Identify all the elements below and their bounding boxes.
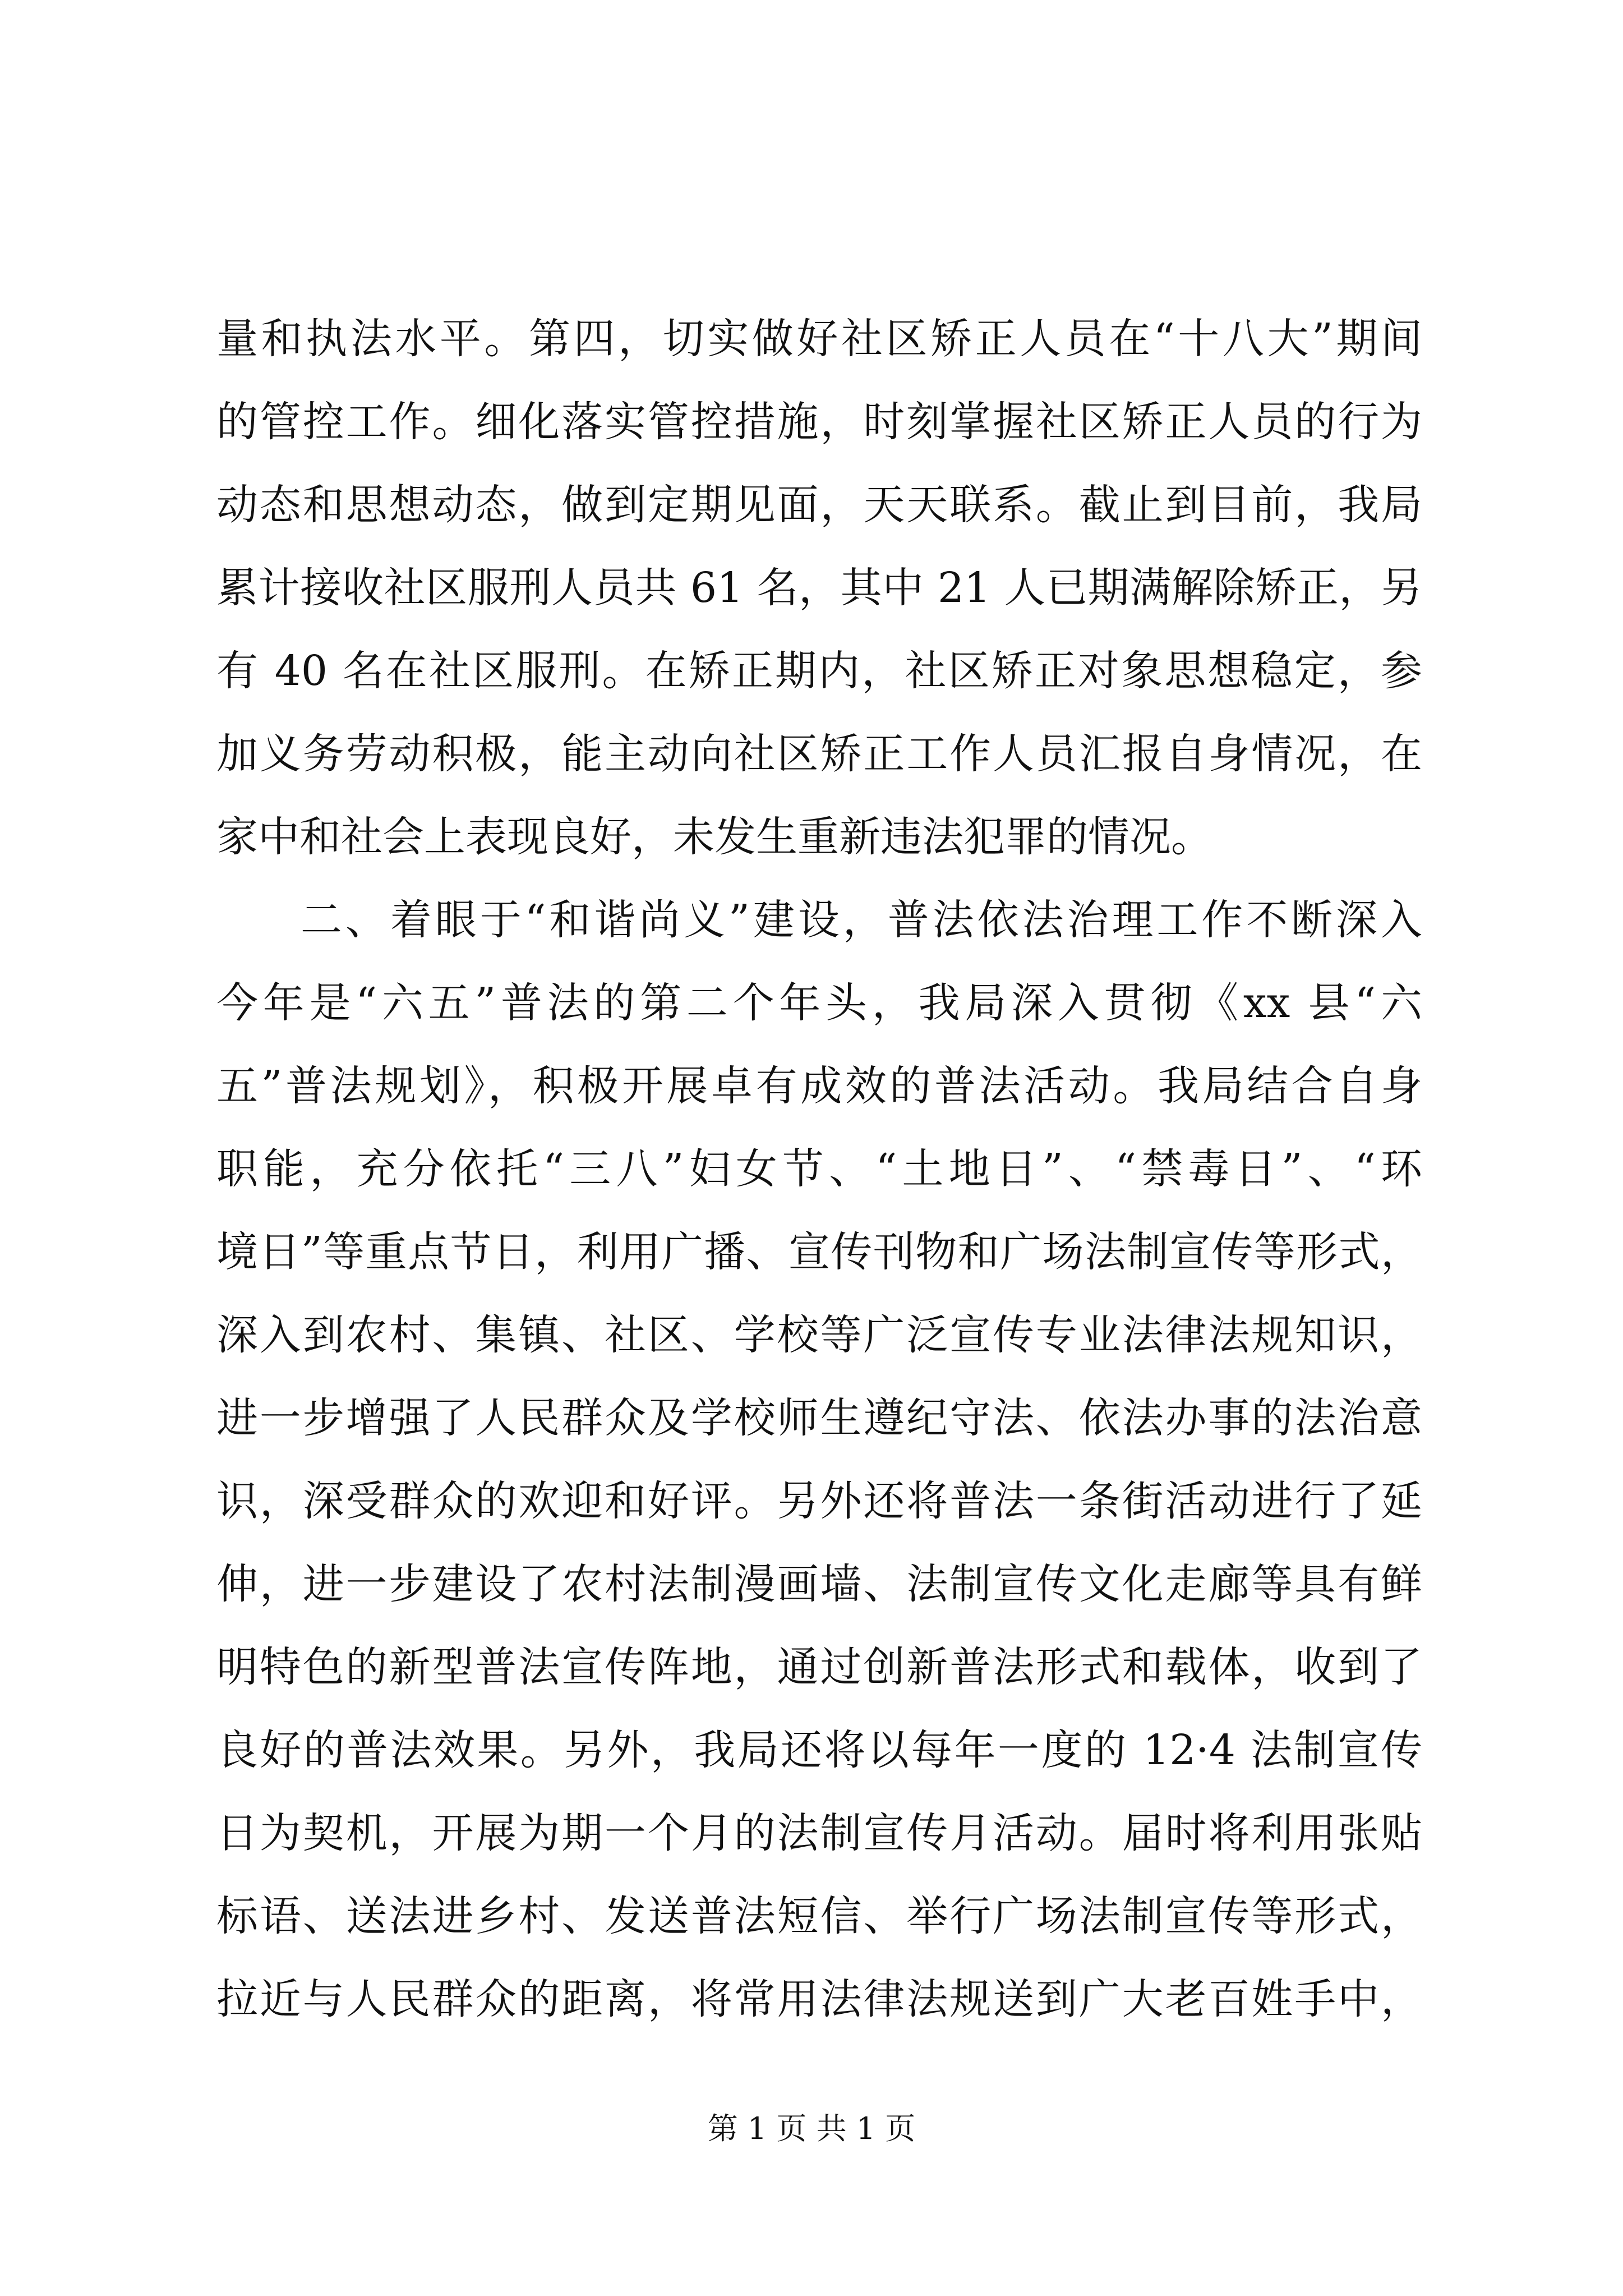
document-body xyxy=(216,297,1422,2041)
page-number-footer: 第 1 页 共 1 页 xyxy=(707,2111,916,2146)
text-line: 有 40 名在社区服刑。在矫正期内，社区矫正对象思想稳定，参 xyxy=(216,647,1422,695)
text-line: 良好的普法效果。另外，我局还将以每年一度的 12·4 法制宣传 xyxy=(216,1726,1422,1774)
text-line: 伸，进一步建设了农村法制漫画墙、法制宣传文化走廊等具有鲜 xyxy=(216,1560,1422,1608)
text-line: 识，深受群众的欢迎和好评。另外还将普法一条街活动进行了延 xyxy=(216,1477,1422,1525)
text-line: 深入到农村、集镇、社区、学校等广泛宣传专业法律法规知识， xyxy=(216,1311,1422,1359)
text-line: 标语、送法进乡村、发送普法短信、举行广场法制宣传等形式， xyxy=(216,1892,1422,1940)
text-line: 明特色的新型普法宣传阵地，通过创新普法形式和载体，收到了 xyxy=(216,1643,1422,1691)
text-line: 加义务劳动积极，能主动向社区矫正工作人员汇报自身情况，在 xyxy=(216,730,1422,778)
text-line: 累计接收社区服刑人员共 61 名，其中 21 人已期满解除矫正，另 xyxy=(216,564,1422,612)
text-line: 今年是“六五”普法的第二个年头，我局深入贯彻《xx 县“六 xyxy=(216,979,1422,1027)
text-line: 拉近与人民群众的距离，将常用法律法规送到广大老百姓手中， xyxy=(216,1975,1422,2023)
text-line: 量和执法水平。第四，切实做好社区矫正人员在“十八大”期间 xyxy=(216,315,1422,363)
text-line: 家中和社会上表现良好，未发生重新违法犯罪的情况。 xyxy=(216,813,1212,861)
text-line: 动态和思想动态，做到定期见面，天天联系。截止到目前，我局 xyxy=(216,481,1422,529)
text-line: 五”普法规划》，积极开展卓有成效的普法活动。我局结合自身 xyxy=(216,1062,1422,1110)
text-line: 职能，充分依托“三八”妇女节、“土地日”、“禁毒日”、“环 xyxy=(216,1145,1422,1193)
text-line: 的管控工作。细化落实管控措施，时刻掌握社区矫正人员的行为 xyxy=(216,398,1422,446)
text-line: 日为契机，开展为期一个月的法制宣传月活动。届时将利用张贴 xyxy=(216,1809,1422,1857)
text-line: 境日”等重点节日，利用广播、宣传刊物和广场法制宣传等形式， xyxy=(216,1228,1422,1276)
text-line: 进一步增强了人民群众及学校师生遵纪守法、依法办事的法治意 xyxy=(216,1394,1422,1442)
section-heading: 二、着眼于“和谐尚义”建设，普法依法治理工作不断深入 xyxy=(301,896,1422,944)
